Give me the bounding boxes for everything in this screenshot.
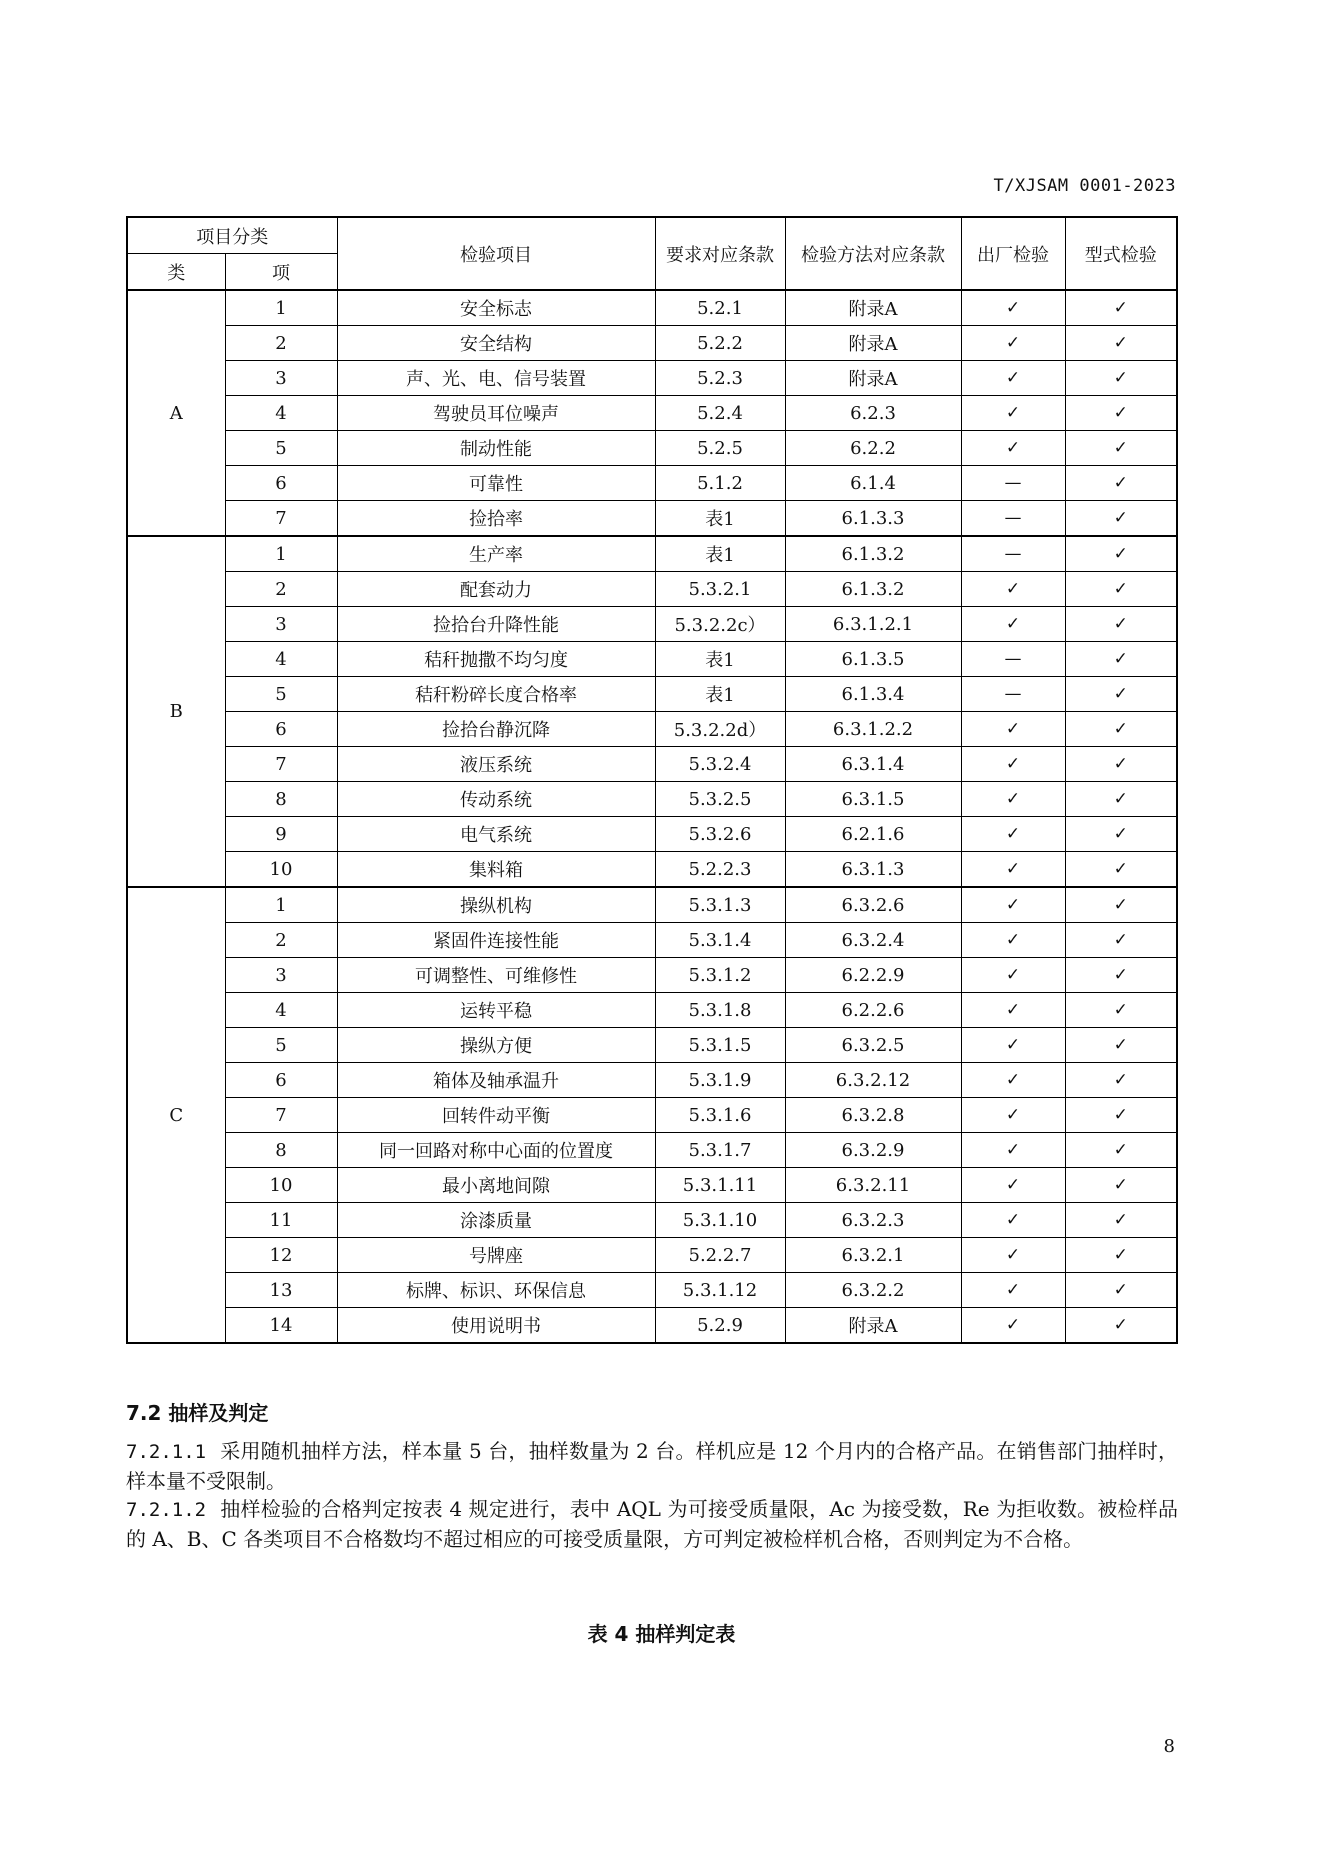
- inspection-item-cell: 秸秆抛撒不均匀度: [337, 642, 655, 677]
- method-clause-cell: 6.1.3.2: [785, 536, 961, 572]
- table-row: [127, 642, 1177, 677]
- table-row: [127, 817, 1177, 852]
- inspection-item-cell: 集料箱: [337, 852, 655, 888]
- requirement-clause-cell: 5.2.2.7: [655, 1238, 785, 1273]
- factory-test-cell: ✓: [961, 1168, 1065, 1203]
- factory-test-cell: —: [961, 466, 1065, 501]
- factory-test-cell: ✓: [961, 852, 1065, 888]
- document-code: T/XJSAM 0001-2023: [993, 176, 1176, 196]
- inspection-item-cell: 安全标志: [337, 290, 655, 326]
- item-number-cell: 5: [225, 431, 337, 466]
- type-test-cell: ✓: [1065, 536, 1177, 572]
- method-clause-cell: 6.3.2.5: [785, 1028, 961, 1063]
- header-class: 类: [127, 254, 225, 291]
- table-row: [127, 607, 1177, 642]
- type-test-cell: ✓: [1065, 572, 1177, 607]
- method-clause-cell: 6.3.2.9: [785, 1133, 961, 1168]
- requirement-clause-cell: 5.3.1.8: [655, 993, 785, 1028]
- factory-test-cell: —: [961, 642, 1065, 677]
- type-test-cell: ✓: [1065, 923, 1177, 958]
- header-item: 项: [225, 254, 337, 291]
- method-clause-cell: 6.3.1.4: [785, 747, 961, 782]
- inspection-item-cell: 操纵机构: [337, 887, 655, 923]
- type-test-cell: ✓: [1065, 642, 1177, 677]
- requirement-clause-cell: 5.2.3: [655, 361, 785, 396]
- requirement-clause-cell: 5.2.2: [655, 326, 785, 361]
- factory-test-cell: ✓: [961, 1203, 1065, 1238]
- clause-number: 7.2.1.2: [126, 1499, 207, 1521]
- inspection-item-cell: 涂漆质量: [337, 1203, 655, 1238]
- table-row: [127, 501, 1177, 537]
- method-clause-cell: 附录A: [785, 326, 961, 361]
- inspection-item-cell: 号牌座: [337, 1238, 655, 1273]
- inspection-item-cell: 箱体及轴承温升: [337, 1063, 655, 1098]
- table-row: [127, 1308, 1177, 1344]
- inspection-item-cell: 紧固件连接性能: [337, 923, 655, 958]
- table-row: [127, 431, 1177, 466]
- item-number-cell: 2: [225, 923, 337, 958]
- item-number-cell: 3: [225, 361, 337, 396]
- table-row: [127, 1238, 1177, 1273]
- requirement-clause-cell: 5.3.2.2d）: [655, 712, 785, 747]
- inspection-item-cell: 操纵方便: [337, 1028, 655, 1063]
- type-test-cell: ✓: [1065, 361, 1177, 396]
- requirement-clause-cell: 5.3.2.5: [655, 782, 785, 817]
- requirement-clause-cell: 表1: [655, 677, 785, 712]
- table-row: [127, 677, 1177, 712]
- type-test-cell: ✓: [1065, 782, 1177, 817]
- type-test-cell: ✓: [1065, 501, 1177, 537]
- inspection-item-cell: 传动系统: [337, 782, 655, 817]
- type-test-cell: ✓: [1065, 677, 1177, 712]
- item-number-cell: 8: [225, 1133, 337, 1168]
- requirement-clause-cell: 5.3.2.6: [655, 817, 785, 852]
- method-clause-cell: 6.3.1.2.2: [785, 712, 961, 747]
- factory-test-cell: ✓: [961, 607, 1065, 642]
- inspection-item-cell: 生产率: [337, 536, 655, 572]
- type-test-cell: ✓: [1065, 1063, 1177, 1098]
- section-heading: 7.2 抽样及判定: [126, 1401, 269, 1425]
- item-number-cell: 4: [225, 396, 337, 431]
- table-row: [127, 1273, 1177, 1308]
- type-test-cell: ✓: [1065, 290, 1177, 326]
- requirement-clause-cell: 5.3.1.5: [655, 1028, 785, 1063]
- type-test-cell: ✓: [1065, 958, 1177, 993]
- method-clause-cell: 6.1.3.3: [785, 501, 961, 537]
- page-number: 8: [1163, 1736, 1175, 1757]
- item-number-cell: 8: [225, 782, 337, 817]
- factory-test-cell: ✓: [961, 712, 1065, 747]
- factory-test-cell: —: [961, 677, 1065, 712]
- method-clause-cell: 6.3.2.3: [785, 1203, 961, 1238]
- requirement-clause-cell: 5.3.1.12: [655, 1273, 785, 1308]
- method-clause-cell: 6.3.1.2.1: [785, 607, 961, 642]
- requirement-clause-cell: 5.3.2.2c）: [655, 607, 785, 642]
- factory-test-cell: ✓: [961, 431, 1065, 466]
- factory-test-cell: ✓: [961, 1238, 1065, 1273]
- type-test-cell: ✓: [1065, 887, 1177, 923]
- method-clause-cell: 6.2.3: [785, 396, 961, 431]
- inspection-item-cell: 运转平稳: [337, 993, 655, 1028]
- method-clause-cell: 6.3.2.2: [785, 1273, 961, 1308]
- method-clause-cell: 6.1.3.2: [785, 572, 961, 607]
- item-number-cell: 1: [225, 290, 337, 326]
- inspection-item-cell: 液压系统: [337, 747, 655, 782]
- factory-test-cell: ✓: [961, 993, 1065, 1028]
- requirement-clause-cell: 5.3.1.3: [655, 887, 785, 923]
- inspection-item-cell: 捡拾台静沉降: [337, 712, 655, 747]
- item-number-cell: 11: [225, 1203, 337, 1238]
- method-clause-cell: 6.1.4: [785, 466, 961, 501]
- inspection-items-table: [126, 216, 1178, 1344]
- type-test-cell: ✓: [1065, 712, 1177, 747]
- factory-test-cell: —: [961, 536, 1065, 572]
- class-cell: C: [127, 887, 225, 1343]
- method-clause-cell: 6.3.2.11: [785, 1168, 961, 1203]
- requirement-clause-cell: 5.3.1.6: [655, 1098, 785, 1133]
- inspection-item-cell: 回转件动平衡: [337, 1098, 655, 1133]
- requirement-clause-cell: 5.2.4: [655, 396, 785, 431]
- type-test-cell: ✓: [1065, 1133, 1177, 1168]
- factory-test-cell: —: [961, 501, 1065, 537]
- requirement-clause-cell: 5.3.1.7: [655, 1133, 785, 1168]
- requirement-clause-cell: 5.3.1.2: [655, 958, 785, 993]
- requirement-clause-cell: 5.3.1.10: [655, 1203, 785, 1238]
- factory-test-cell: ✓: [961, 396, 1065, 431]
- table-row: [127, 1203, 1177, 1238]
- item-number-cell: 7: [225, 747, 337, 782]
- factory-test-cell: ✓: [961, 572, 1065, 607]
- table-row: [127, 536, 1177, 572]
- inspection-item-cell: 标牌、标识、环保信息: [337, 1273, 655, 1308]
- requirement-clause-cell: 5.2.2.3: [655, 852, 785, 888]
- table-row: [127, 923, 1177, 958]
- requirement-clause-cell: 5.3.1.4: [655, 923, 785, 958]
- type-test-cell: ✓: [1065, 1203, 1177, 1238]
- method-clause-cell: 6.2.2.6: [785, 993, 961, 1028]
- type-test-cell: ✓: [1065, 1028, 1177, 1063]
- item-number-cell: 4: [225, 642, 337, 677]
- clause-number: 7.2.1.1: [126, 1441, 207, 1463]
- table-row: [127, 396, 1177, 431]
- table-row: [127, 1168, 1177, 1203]
- item-number-cell: 2: [225, 326, 337, 361]
- factory-test-cell: ✓: [961, 747, 1065, 782]
- inspection-item-cell: 制动性能: [337, 431, 655, 466]
- item-number-cell: 1: [225, 887, 337, 923]
- method-clause-cell: 6.3.2.12: [785, 1063, 961, 1098]
- factory-test-cell: ✓: [961, 923, 1065, 958]
- paragraph-7-2-1-1: [126, 1437, 1178, 1496]
- inspection-item-cell: 驾驶员耳位噪声: [337, 396, 655, 431]
- type-test-cell: ✓: [1065, 1238, 1177, 1273]
- item-number-cell: 4: [225, 993, 337, 1028]
- requirement-clause-cell: 5.3.1.9: [655, 1063, 785, 1098]
- item-number-cell: 1: [225, 536, 337, 572]
- factory-test-cell: ✓: [961, 326, 1065, 361]
- inspection-item-cell: 可靠性: [337, 466, 655, 501]
- item-number-cell: 6: [225, 712, 337, 747]
- type-test-cell: ✓: [1065, 747, 1177, 782]
- method-clause-cell: 附录A: [785, 290, 961, 326]
- item-number-cell: 7: [225, 1098, 337, 1133]
- method-clause-cell: 6.2.2: [785, 431, 961, 466]
- method-clause-cell: 6.3.2.4: [785, 923, 961, 958]
- factory-test-cell: ✓: [961, 290, 1065, 326]
- item-number-cell: 7: [225, 501, 337, 537]
- header-requirement-clause: 要求对应条款: [655, 217, 785, 290]
- factory-test-cell: ✓: [961, 361, 1065, 396]
- requirement-clause-cell: 5.3.1.11: [655, 1168, 785, 1203]
- header-method-clause: 检验方法对应条款: [785, 217, 961, 290]
- item-number-cell: 6: [225, 1063, 337, 1098]
- factory-test-cell: ✓: [961, 1098, 1065, 1133]
- method-clause-cell: 6.3.1.5: [785, 782, 961, 817]
- table-row: [127, 1133, 1177, 1168]
- inspection-item-cell: 捡拾率: [337, 501, 655, 537]
- method-clause-cell: 6.3.1.3: [785, 852, 961, 888]
- header-factory-test: 出厂检验: [961, 217, 1065, 290]
- factory-test-cell: ✓: [961, 1308, 1065, 1344]
- method-clause-cell: 6.1.3.5: [785, 642, 961, 677]
- class-cell: B: [127, 536, 225, 887]
- method-clause-cell: 6.2.2.9: [785, 958, 961, 993]
- requirement-clause-cell: 5.2.9: [655, 1308, 785, 1344]
- factory-test-cell: ✓: [961, 1063, 1065, 1098]
- method-clause-cell: 6.3.2.6: [785, 887, 961, 923]
- method-clause-cell: 6.3.2.8: [785, 1098, 961, 1133]
- item-number-cell: 5: [225, 1028, 337, 1063]
- type-test-cell: ✓: [1065, 326, 1177, 361]
- method-clause-cell: 附录A: [785, 361, 961, 396]
- method-clause-cell: 6.3.2.1: [785, 1238, 961, 1273]
- factory-test-cell: ✓: [961, 1133, 1065, 1168]
- paragraph-7-2-1-2: [126, 1495, 1178, 1554]
- method-clause-cell: 附录A: [785, 1308, 961, 1344]
- item-number-cell: 3: [225, 958, 337, 993]
- type-test-cell: ✓: [1065, 817, 1177, 852]
- requirement-clause-cell: 表1: [655, 501, 785, 537]
- requirement-clause-cell: 5.2.5: [655, 431, 785, 466]
- method-clause-cell: 6.2.1.6: [785, 817, 961, 852]
- table-row: [127, 290, 1177, 326]
- factory-test-cell: ✓: [961, 817, 1065, 852]
- inspection-item-cell: 声、光、电、信号装置: [337, 361, 655, 396]
- item-number-cell: 13: [225, 1273, 337, 1308]
- inspection-item-cell: 最小离地间隙: [337, 1168, 655, 1203]
- inspection-item-cell: 可调整性、可维修性: [337, 958, 655, 993]
- type-test-cell: ✓: [1065, 396, 1177, 431]
- item-number-cell: 14: [225, 1308, 337, 1344]
- item-number-cell: 3: [225, 607, 337, 642]
- table-row: [127, 782, 1177, 817]
- requirement-clause-cell: 表1: [655, 642, 785, 677]
- requirement-clause-cell: 5.1.2: [655, 466, 785, 501]
- table-row: [127, 958, 1177, 993]
- table-body: [127, 290, 1177, 1343]
- item-number-cell: 2: [225, 572, 337, 607]
- item-number-cell: 6: [225, 466, 337, 501]
- inspection-item-cell: 使用说明书: [337, 1308, 655, 1344]
- item-number-cell: 10: [225, 1168, 337, 1203]
- inspection-item-cell: 捡拾台升降性能: [337, 607, 655, 642]
- table-row: [127, 852, 1177, 888]
- table-row: [127, 887, 1177, 923]
- requirement-clause-cell: 表1: [655, 536, 785, 572]
- requirement-clause-cell: 5.3.2.1: [655, 572, 785, 607]
- item-number-cell: 10: [225, 852, 337, 888]
- requirement-clause-cell: 5.2.1: [655, 290, 785, 326]
- table-row: [127, 1063, 1177, 1098]
- method-clause-cell: 6.1.3.4: [785, 677, 961, 712]
- header-type-test: 型式检验: [1065, 217, 1177, 290]
- table-row: [127, 1028, 1177, 1063]
- type-test-cell: ✓: [1065, 1273, 1177, 1308]
- header-inspection-item: 检验项目: [337, 217, 655, 290]
- inspection-item-cell: 安全结构: [337, 326, 655, 361]
- table-row: [127, 361, 1177, 396]
- factory-test-cell: ✓: [961, 1273, 1065, 1308]
- type-test-cell: ✓: [1065, 1308, 1177, 1344]
- inspection-item-cell: 配套动力: [337, 572, 655, 607]
- header-category-group: 项目分类: [127, 217, 337, 254]
- type-test-cell: ✓: [1065, 431, 1177, 466]
- table-caption: 表 4 抽样判定表: [587, 1622, 736, 1646]
- table-row: [127, 466, 1177, 501]
- item-number-cell: 12: [225, 1238, 337, 1273]
- type-test-cell: ✓: [1065, 993, 1177, 1028]
- factory-test-cell: ✓: [961, 958, 1065, 993]
- factory-test-cell: ✓: [961, 887, 1065, 923]
- type-test-cell: ✓: [1065, 1168, 1177, 1203]
- item-number-cell: 9: [225, 817, 337, 852]
- factory-test-cell: ✓: [961, 782, 1065, 817]
- requirement-clause-cell: 5.3.2.4: [655, 747, 785, 782]
- class-cell: A: [127, 290, 225, 536]
- type-test-cell: ✓: [1065, 852, 1177, 888]
- table-row: [127, 326, 1177, 361]
- table-row: [127, 572, 1177, 607]
- clause-text: 抽样检验的合格判定按表 4 规定进行，表中 AQL 为可接受质量限，Ac 为接受数，Re 为拒收数。被检样品的 A、B、C 各类项目不合格数均不超过相应的可接受质量限，方可判定被检样机合格，否则判定为不合格。: [126, 1497, 1178, 1551]
- table-row: [127, 993, 1177, 1028]
- inspection-item-cell: 同一回路对称中心面的位置度: [337, 1133, 655, 1168]
- type-test-cell: ✓: [1065, 607, 1177, 642]
- clause-text: 采用随机抽样方法，样本量 5 台，抽样数量为 2 台。样机应是 12 个月内的合格产品。在销售部门抽样时，样本量不受限制。: [126, 1439, 1178, 1493]
- inspection-item-cell: 秸秆粉碎长度合格率: [337, 677, 655, 712]
- inspection-item-cell: 电气系统: [337, 817, 655, 852]
- table-row: [127, 712, 1177, 747]
- item-number-cell: 5: [225, 677, 337, 712]
- type-test-cell: ✓: [1065, 466, 1177, 501]
- type-test-cell: ✓: [1065, 1098, 1177, 1133]
- table-row: [127, 747, 1177, 782]
- factory-test-cell: ✓: [961, 1028, 1065, 1063]
- table-row: [127, 1098, 1177, 1133]
